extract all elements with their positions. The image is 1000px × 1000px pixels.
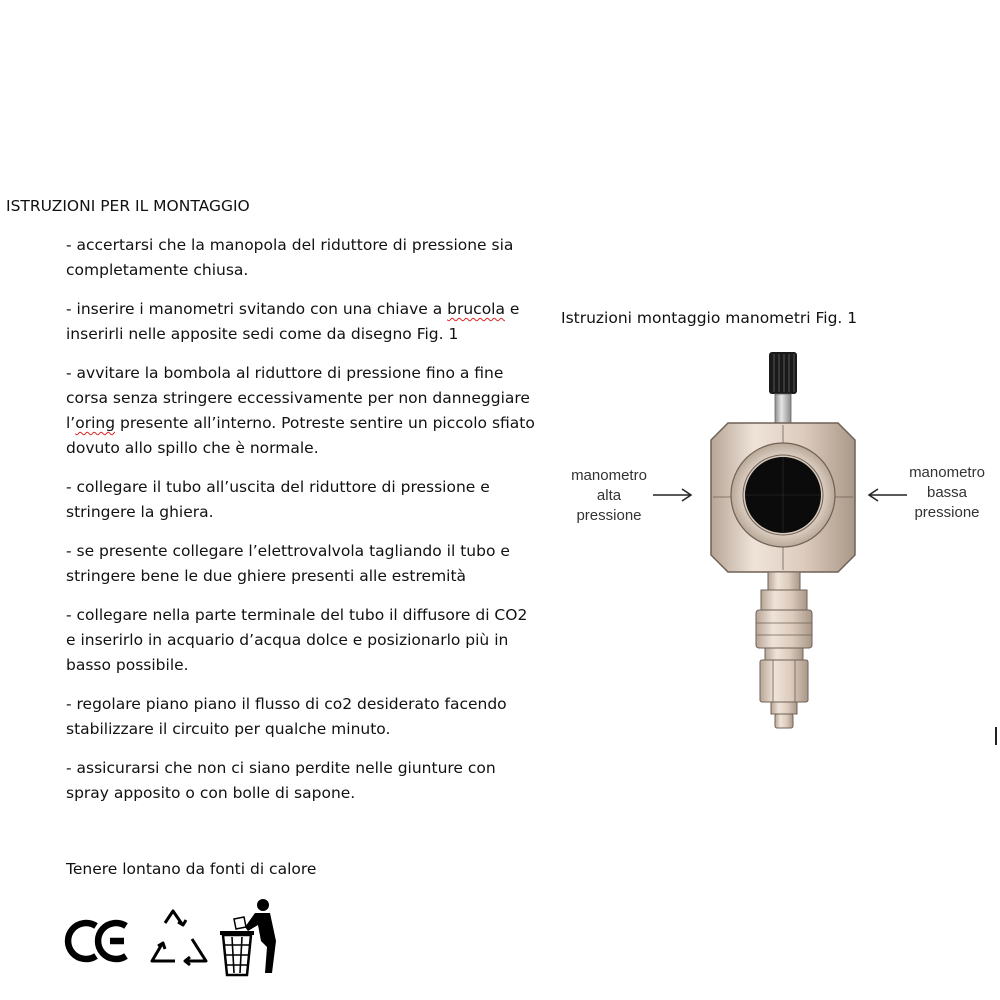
spellcheck-word: oring (75, 414, 116, 432)
instruction-list (66, 233, 541, 820)
step-text: presente all’interno. Potreste sentire un piccolo sfiato dovuto allo spillo che è normale. (66, 414, 535, 457)
list-item (66, 297, 541, 347)
spellcheck-word: brucola (447, 300, 505, 318)
list-item: - regolare piano piano il flusso di co2 desiderato facendo stabilizzare il circuito per qualche minuto. (66, 695, 507, 738)
instructions-heading: ISTRUZIONI PER IL MONTAGGIO (6, 197, 250, 215)
step-text: e inserirli nelle apposite sedi come da disegno Fig. 1 (66, 300, 520, 343)
outlet-fitting-icon (756, 572, 812, 728)
heat-warning: Tenere lontano da fonti di calore (66, 860, 317, 878)
step-text: - avvitare la bombola al riduttore di pressione fino a fine corsa senza stringere eccessivamente per non danneggiare l’ (66, 364, 530, 432)
list-item: - se presente collegare l’elettrovalvola tagliando il tubo e stringere bene le due ghiere presenti alle estremità (66, 542, 510, 585)
list-item: - collegare il tubo all’uscita del riduttore di pressione e stringere la ghiera. (66, 478, 490, 521)
trash-bin-person-icon (220, 899, 276, 975)
ce-mark-icon (68, 923, 126, 959)
regulator-illustration (555, 345, 1000, 735)
list-item (66, 361, 541, 461)
recycle-icon (152, 911, 206, 965)
label-low-pressure-gauge: manometro bassa pressione (909, 464, 985, 521)
arrow-right-icon (652, 488, 694, 502)
label-high-pressure-gauge: manometro alta pressione (571, 467, 647, 524)
step-text: - inserire i manometri svitando con una chiave a (66, 300, 448, 318)
list-item: - assicurarsi che non ci siano perdite nelle giunture con spray apposito o con bolle di sapone. (66, 759, 496, 802)
compliance-symbols (62, 895, 302, 980)
adjustment-knob-icon (769, 352, 797, 424)
edge-mark (995, 727, 997, 745)
list-item: - collegare nella parte terminale del tubo il diffusore di CO2 e inserirlo in acquario d’acqua dolce e posizionarlo più in basso possibile. (66, 606, 528, 674)
list-item: - accertarsi che la manopola del riduttore di pressione sia completamente chiusa. (66, 236, 514, 279)
arrow-left-icon (866, 488, 908, 502)
figure-caption: Istruzioni montaggio manometri Fig. 1 (561, 309, 858, 327)
